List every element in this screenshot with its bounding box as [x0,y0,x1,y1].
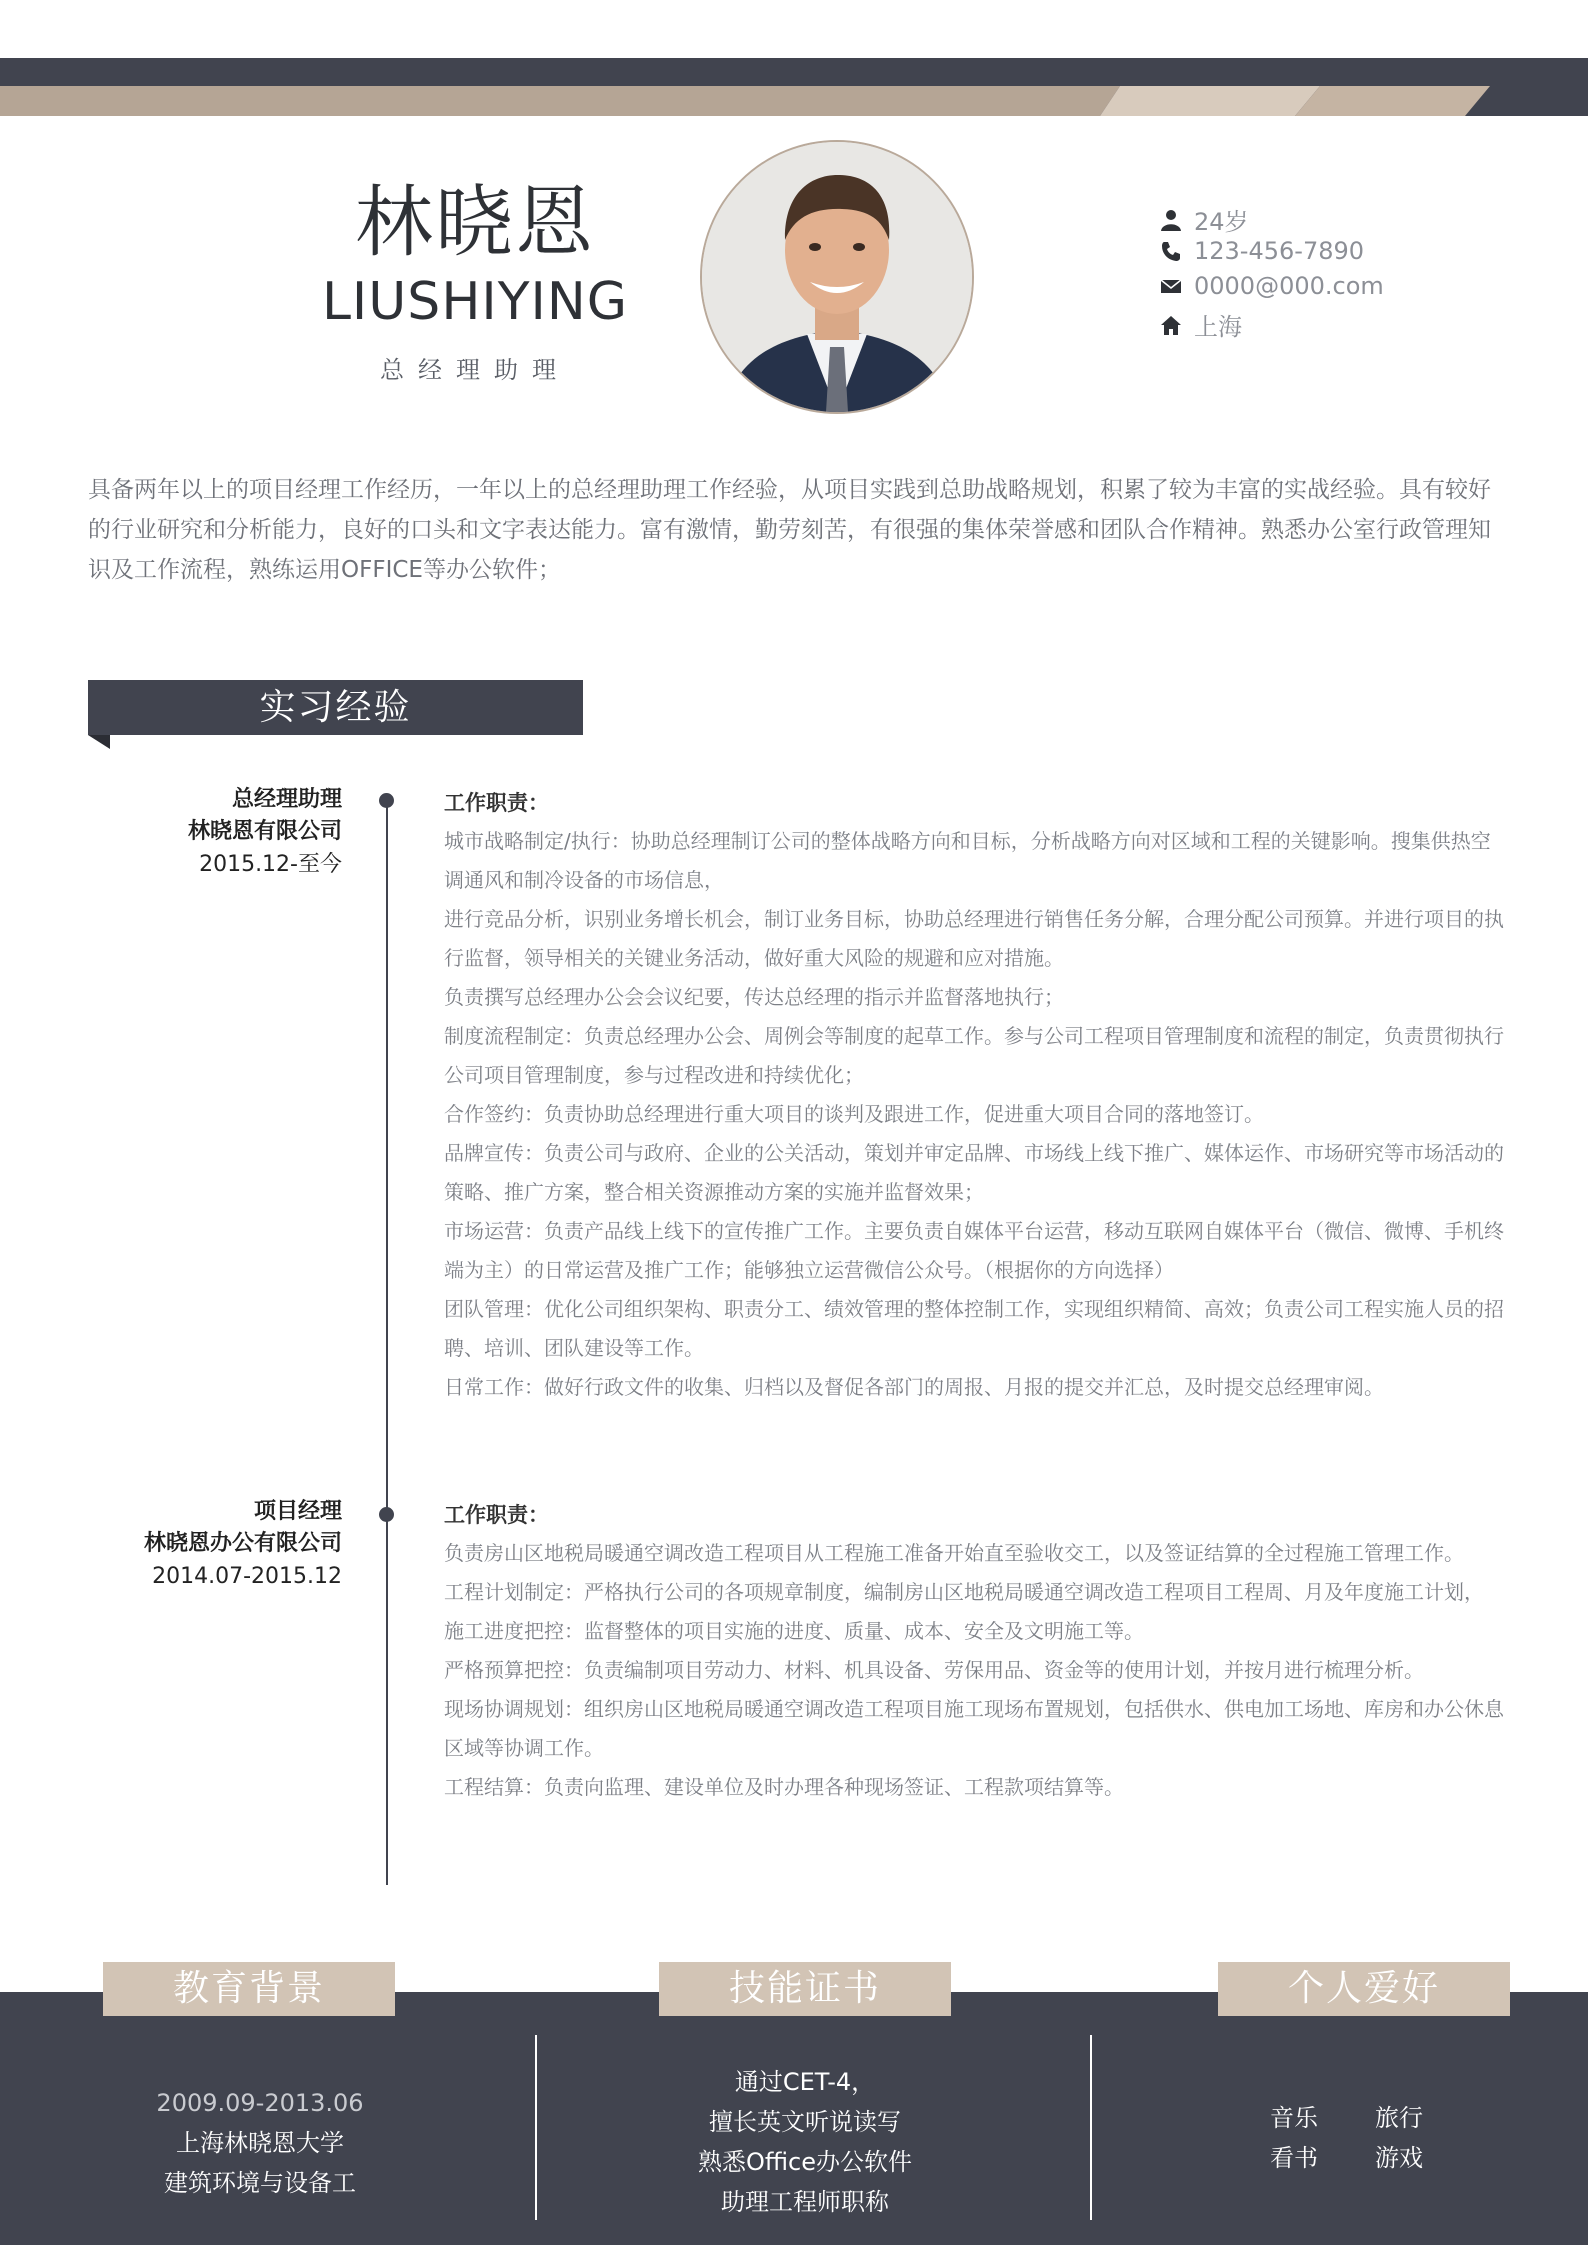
duty-item: 施工进度把控：监督整体的项目实施的进度、质量、成本、安全及文明施工等。 [444,1619,1144,1643]
location-text: 上海 [1194,313,1242,341]
job-1-meta [82,784,342,882]
info-email [1160,272,1384,300]
skills-block [640,2062,970,2222]
duty-item: 城市战略制定/执行：协助总经理制订公司的整体战略方向和目标，分析战略方向对区域和工程的关键影响。搜集供热空调通风和制冷设备的市场信息， [444,829,1491,892]
job-title: 总经理助理 [380,356,570,384]
job-role: 总经理助理 [231,787,342,812]
job-1-duties [444,788,1510,1407]
hobby-item: 看书 [1270,2144,1318,2172]
age-text: 24岁 [1194,208,1249,236]
info-phone [1160,237,1364,265]
duty-item: 品牌宣传：负责公司与政府、企业的公关活动，策划并审定品牌、市场线上线下推广、媒体运作、市场研究等市场活动的策略、推广方案，整合相关资源推动方案的实施并监督效果； [444,1141,1504,1204]
duty-item: 工程结算：负责向监理、建设单位及时办理各种现场签证、工程款项结算等。 [444,1775,1124,1799]
job-role: 项目经理 [253,1499,342,1524]
info-location [1160,307,1242,342]
duty-item: 日常工作：做好行政文件的收集、归档以及督促各部门的周报、月报的提交并汇总，及时提交总经理审阅。 [444,1375,1384,1399]
name-english: LIUSHIYING [321,272,629,332]
hobby-item: 音乐 [1270,2104,1318,2132]
skill-item: 助理工程师职称 [721,2188,889,2216]
profile-photo [700,140,974,414]
duty-item: 市场运营：负责产品线上线下的宣传推广工作。主要负责自媒体平台运营，移动互联网自媒体平台（微信、微博、手机终端为主）的日常运营及推广工作；能够独立运营微信公众号。（根据你的方向选择） [444,1219,1504,1282]
person-icon [1160,209,1182,231]
heading-fold-decoration [88,735,110,749]
hobby-item: 旅行 [1375,2104,1423,2132]
duty-item: 制度流程制定：负责总经理办公会、周例会等制度的起草工作。参与公司工程项目管理制度和流程的制定，负责贯彻执行公司项目管理制度，参与过程改进和持续优化； [444,1024,1504,1087]
top-banner [0,58,1588,116]
phone-icon [1160,240,1182,262]
hobby-item: 游戏 [1375,2144,1423,2172]
footer-divider [535,2035,537,2220]
job-date: 2015.12-至今 [199,852,342,877]
skill-item: 熟悉Office办公软件 [697,2148,913,2176]
job-company: 林晓恩办公有限公司 [143,1531,342,1556]
mail-icon [1160,275,1182,297]
portrait-illustration [702,142,972,412]
duty-heading: 工作职责： [444,1503,549,1527]
duty-item: 合作签约：负责协助总经理进行重大项目的谈判及跟进工作，促进重大项目合同的落地签订。 [444,1102,1264,1126]
skill-item: 擅长英文听说读写 [709,2108,901,2136]
info-age [1160,202,1249,237]
summary-paragraph: 具备两年以上的项目经理工作经历，一年以上的总经理助理工作经验，从项目实践到总助战略规划，积累了较为丰富的实战经验。具有较好的行业研究和分析能力，良好的口头和文字表达能力。富有激情，勤劳刻苦，有很强的集体荣誉感和团队合作精神。熟悉办公室行政管理知识及工作流程，熟练运用OFFICE等办公软件； [88,477,1491,583]
education-block [100,2083,420,2203]
job-company: 林晓恩有限公司 [187,819,342,844]
education-major: 建筑环境与设备工 [164,2169,356,2197]
hobbies-block [1270,2098,1460,2178]
timeline-dot [379,793,394,808]
duty-heading: 工作职责： [444,791,549,815]
job-2-meta [82,1496,342,1594]
name-chinese: 林晓恩 [354,178,595,268]
timeline-dot [379,1507,394,1522]
skill-item: 通过CET-4， [734,2068,876,2096]
footer-divider [1090,2035,1092,2220]
job-2-duties [444,1500,1510,1807]
duty-item: 负责房山区地税局暖通空调改造工程项目从工程施工准备开始直至验收交工，以及签证结算的全过程施工管理工作。 [444,1541,1464,1565]
section-heading-education: 教育背景 [103,1962,395,2016]
section-heading-hobbies: 个人爱好 [1218,1962,1510,2016]
home-icon [1160,314,1182,336]
duty-item: 团队管理：优化公司组织架构、职责分工、绩效管理的整体控制工作，实现组织精简、高效；负责公司工程实施人员的招聘、培训、团队建设等工作。 [444,1297,1504,1360]
duty-item: 工程计划制定：严格执行公司的各项规章制度，编制房山区地税局暖通空调改造工程项目工程周、月及年度施工计划， [444,1580,1484,1604]
duty-item: 严格预算把控：负责编制项目劳动力、材料、机具设备、劳保用品、资金等的使用计划，并按月进行梳理分析。 [444,1658,1424,1682]
section-heading-internship: 实习经验 [88,680,583,735]
education-school: 上海林晓恩大学 [176,2129,344,2157]
duty-item: 负责撰写总经理办公会会议纪要，传达总经理的指示并监督落地执行； [444,985,1064,1009]
timeline-line [386,800,388,1885]
section-heading-skills: 技能证书 [659,1962,951,2016]
email-text: 0000@000.com [1194,272,1384,300]
phone-text: 123-456-7890 [1194,237,1365,265]
job-date: 2014.07-2015.12 [152,1564,342,1589]
education-date: 2009.09-2013.06 [156,2089,364,2117]
duty-item: 进行竞品分析，识别业务增长机会，制订业务目标，协助总经理进行销售任务分解，合理分配公司预算。并进行项目的执行监督，领导相关的关键业务活动，做好重大风险的规避和应对措施。 [444,907,1504,970]
duty-item: 现场协调规划：组织房山区地税局暖通空调改造工程项目施工现场布置规划，包括供水、供电加工场地、库房和办公休息区域等协调工作。 [444,1697,1504,1760]
